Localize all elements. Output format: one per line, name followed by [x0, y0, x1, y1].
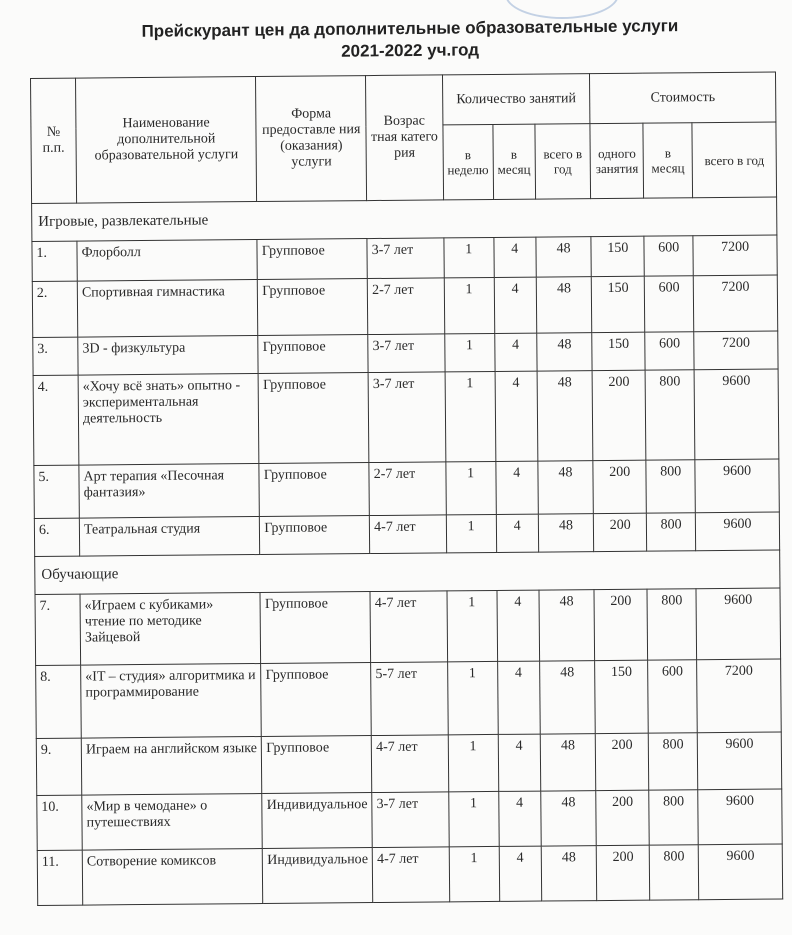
cell-one: 150	[591, 236, 644, 276]
document-title	[60, 14, 760, 65]
cell-month: 4	[496, 514, 538, 552]
cell-age: 3-7 лет	[372, 792, 449, 848]
cell-one: 150	[592, 276, 645, 332]
header-name: Наименование дополнительной образовательной услуги	[76, 77, 257, 204]
cell-age: 5-7 лет	[371, 662, 448, 736]
table-row	[34, 459, 779, 518]
cell-cmonth: 600	[644, 276, 694, 332]
header-num: № п.п.	[31, 78, 77, 203]
cell-name: «IT – студия» алгоритмика и программирование	[81, 664, 262, 739]
cell-year: 48	[539, 661, 595, 734]
cell-week: 1	[447, 590, 498, 661]
cell-form: Групповое	[260, 516, 370, 555]
header-cost-year: всего в год	[692, 122, 776, 198]
cell-week: 1	[444, 333, 494, 371]
cell-year: 48	[539, 590, 595, 661]
table-row	[36, 659, 782, 738]
cell-cyear: 7200	[697, 659, 781, 733]
cell-year: 48	[536, 237, 592, 277]
cell-year: 48	[540, 734, 596, 791]
table-row	[36, 732, 781, 795]
table-row	[37, 844, 782, 905]
cell-year: 48	[537, 333, 593, 371]
header-cost-month: в месяц	[643, 123, 693, 198]
header-cost-one: одного занятия	[590, 123, 643, 198]
cell-cmonth: 600	[645, 332, 694, 370]
cell-cyear: 9600	[698, 789, 782, 845]
cell-form: Групповое	[258, 373, 369, 464]
cell-cyear: 9600	[694, 369, 779, 460]
table-row	[33, 331, 778, 375]
cell-age: 4-7 лет	[371, 735, 448, 793]
cell-week: 1	[448, 734, 499, 791]
cell-month: 4	[495, 371, 538, 461]
cell-month: 4	[497, 661, 540, 734]
cell-n: 2.	[32, 281, 78, 337]
cell-year: 48	[536, 277, 592, 333]
cell-cyear: 9600	[696, 512, 780, 551]
cell-month: 4	[494, 333, 536, 371]
cell-n: 3.	[33, 337, 78, 375]
cell-month: 4	[494, 277, 537, 333]
cell-name: Спортивная гимнастика	[77, 280, 258, 338]
header-count-week: в неделю	[443, 124, 494, 199]
cell-week: 1	[446, 514, 496, 552]
cell-year: 48	[538, 514, 594, 552]
cell-age: 4-7 лет	[372, 847, 449, 903]
cell-cyear: 7200	[693, 235, 777, 276]
cell-month: 4	[499, 846, 542, 901]
section-title: Обучающие	[35, 550, 780, 594]
cell-cmonth: 800	[649, 790, 699, 845]
cell-name: «Мир в чемодане» о путешествиях	[82, 794, 263, 851]
cell-form: Групповое	[258, 279, 368, 336]
cell-cyear: 7200	[693, 275, 777, 332]
cell-week: 1	[447, 661, 498, 734]
cell-one: 200	[592, 370, 646, 460]
cell-month: 4	[497, 590, 540, 661]
table-row	[32, 275, 777, 337]
cell-n: 1.	[32, 241, 77, 281]
cell-week: 1	[449, 846, 500, 901]
header-count-month: в месяц	[493, 124, 536, 199]
cell-n: 10.	[37, 795, 83, 850]
table-row	[34, 512, 779, 556]
section-row	[32, 197, 777, 241]
cell-week: 1	[448, 791, 499, 846]
cell-age: 2-7 лет	[369, 462, 446, 516]
header-form: Форма предоставле ния (оказания) услуги	[256, 76, 367, 202]
cell-name: «Хочу всё знать» опытно - экспериментальная деятельность	[78, 374, 259, 466]
table-row	[35, 588, 781, 665]
section-row	[35, 550, 780, 594]
cell-month: 4	[498, 791, 541, 846]
cell-n: 4.	[33, 375, 79, 465]
cell-n: 7.	[35, 594, 81, 665]
cell-year: 48	[538, 461, 594, 514]
cell-one: 200	[596, 733, 649, 790]
cell-cyear: 9600	[698, 844, 782, 900]
cell-name: Играем на английском языке	[81, 737, 262, 796]
cell-cmonth: 800	[647, 589, 697, 660]
header-count: Количество занятий	[442, 74, 590, 125]
cell-one: 200	[596, 790, 649, 845]
cell-form: Групповое	[259, 463, 369, 517]
cell-age: 3-7 лет	[368, 334, 445, 373]
cell-name: Арт терапия «Песочная фантазия»	[79, 464, 260, 519]
cell-year: 48	[541, 791, 597, 846]
cell-cmonth: 800	[649, 845, 699, 900]
cell-name: Театральная студия	[79, 517, 260, 557]
cell-year: 48	[541, 846, 597, 901]
cell-cmonth: 600	[644, 236, 693, 276]
cell-n: 5.	[34, 465, 80, 518]
cell-name: «Играем с кубиками» чтение по методике Зайцевой	[80, 593, 261, 666]
cell-form: Групповое	[258, 335, 368, 374]
header-count-year: всего в год	[535, 124, 591, 199]
cell-one: 200	[597, 845, 650, 900]
cell-name: Сотворение комиксов	[82, 848, 263, 905]
cell-cmonth: 800	[647, 513, 696, 551]
cell-cmonth: 600	[648, 660, 698, 733]
table-row	[33, 369, 779, 465]
cell-n: 11.	[37, 850, 83, 905]
cell-one: 200	[594, 589, 647, 660]
cell-one: 200	[594, 513, 647, 551]
cell-cmonth: 800	[646, 460, 695, 513]
cell-cmonth: 800	[648, 733, 698, 790]
price-table	[30, 71, 783, 905]
cell-one: 150	[592, 332, 645, 370]
header-cost: Стоимость	[590, 72, 776, 124]
cell-name: Флорболл	[77, 240, 258, 282]
cell-form: Групповое	[257, 239, 367, 280]
section-title: Игровые, развлекательные	[32, 197, 777, 241]
cell-cyear: 7200	[694, 331, 778, 370]
cell-age: 2-7 лет	[367, 278, 444, 335]
table-row	[32, 235, 777, 281]
cell-cyear: 9600	[695, 459, 779, 513]
title-line-2: 2021-2022 уч.год	[341, 40, 480, 61]
cell-month: 4	[494, 237, 536, 277]
cell-cyear: 9600	[697, 732, 781, 790]
cell-one: 200	[593, 460, 646, 513]
cell-age: 3-7 лет	[367, 238, 444, 279]
cell-n: 6.	[34, 518, 79, 556]
cell-month: 4	[496, 461, 538, 514]
cell-form: Групповое	[262, 736, 372, 794]
cell-one: 150	[595, 660, 648, 733]
cell-n: 9.	[36, 738, 82, 795]
cell-age: 4-7 лет	[370, 515, 447, 554]
cell-name: 3D - физкультура	[78, 336, 259, 376]
cell-year: 48	[537, 371, 593, 461]
cell-form: Индивидуальное	[262, 793, 372, 849]
cell-week: 1	[444, 277, 495, 333]
cell-n: 8.	[36, 665, 82, 738]
cell-form: Групповое	[261, 663, 371, 737]
title-line-1: Прейскурант цен да дополнительные образовательные услуги	[141, 16, 679, 41]
cell-week: 1	[445, 371, 496, 461]
table-row	[37, 789, 782, 850]
cell-form: Индивидуальное	[263, 848, 373, 904]
cell-age: 3-7 лет	[368, 372, 445, 463]
cell-age: 4-7 лет	[370, 591, 447, 663]
cell-cmonth: 800	[645, 370, 695, 460]
cell-form: Групповое	[260, 592, 370, 664]
cell-week: 1	[445, 461, 496, 514]
header-age: Возрас тная катего рия	[366, 75, 443, 201]
cell-week: 1	[444, 237, 494, 277]
cell-cyear: 9600	[696, 588, 780, 660]
cell-month: 4	[498, 734, 541, 791]
